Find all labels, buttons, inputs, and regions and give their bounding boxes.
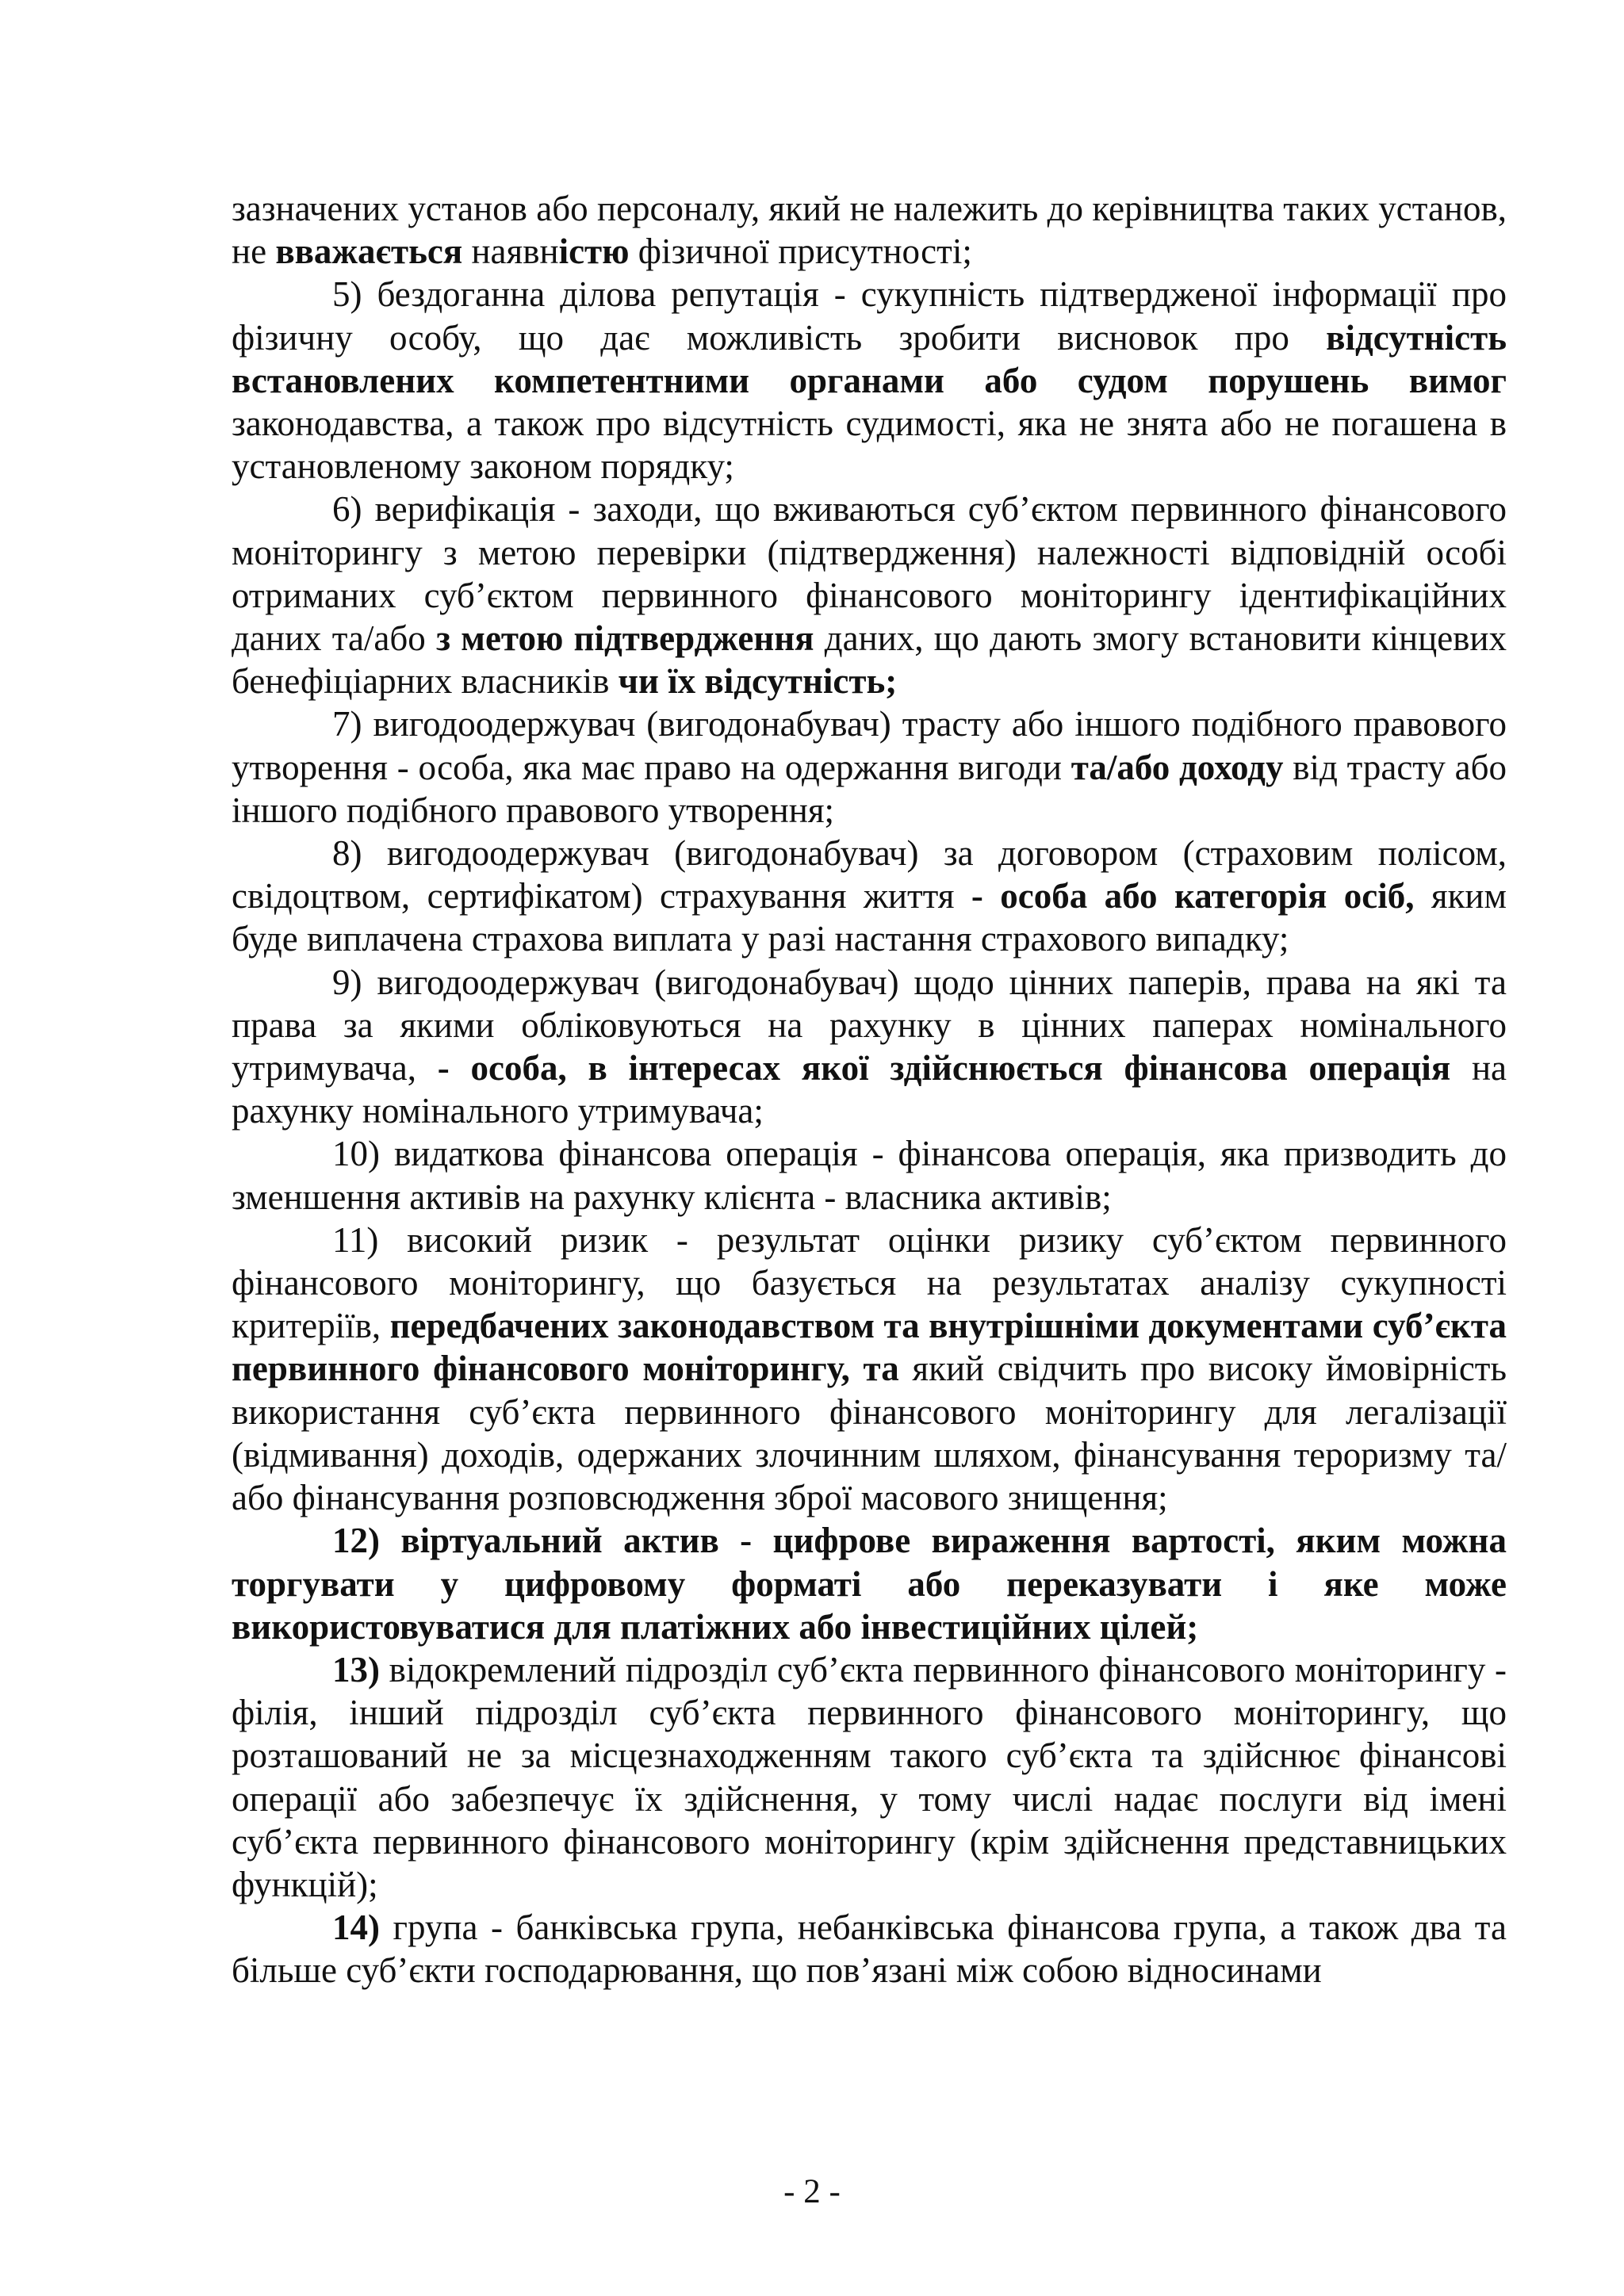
text-run: 6) верифікація - заходи, що вживаються суб’єктом первинного фінансового моніторингу з метою перевірки (підтвердження) належності відповідній особі отриманих суб’єктом первинного фінансового моніторингу ідентифікаційних даних та/або — [232, 489, 1507, 659]
text-run: відокремлений підрозділ суб’єкта первинного фінансового моніторингу - філія, інший підрозділ суб’єкта первинного фінансового моніторингу, що розташований не за місцезнаходженням такого суб’єкта та здійснює фінансові операції або забезпечує їх здійснення, у тому числі надає послуги від імені суб’єкта первинного фінансового моніторингу (крім здійснення представницьких функцій); — [232, 1649, 1507, 1904]
text-run: група - банківська група, небанківська фінансова група, а також два та більше суб’єкти господарювання, що пов’язані між собою відносинами — [232, 1908, 1507, 1991]
paragraph — [232, 702, 1507, 832]
bold-text-run: 14) — [332, 1908, 380, 1948]
text-run: даних, що дають змогу встановити кінцевих бенефіціарних власників — [232, 618, 1507, 702]
paragraph — [232, 273, 1507, 488]
bold-text-run: 12) віртуальний актив - цифрове вираження вартості, яким можна торгувати у цифровому форматі або переказувати і яке може використовуватися для платіжних або інвестиційних цілей; — [232, 1521, 1507, 1647]
text-run: 8) вигодоодержувач (вигодонабувач) за договором (страховим полісом, свідоцтвом, сертифікатом) страхування життя — [232, 833, 1507, 916]
paragraph — [232, 832, 1507, 961]
bold-text-run: істю — [558, 232, 630, 272]
paragraph — [232, 488, 1507, 702]
paragraph — [232, 1519, 1507, 1648]
text-run: який свідчить про високу ймовірність використання суб’єкта первинного фінансового моніторингу для легалізації (відмивання) доходів, одержаних злочинним шляхом, фінансування тероризму та/або фінансування розповсюдження зброї масового знищення; — [232, 1349, 1507, 1518]
paragraph — [232, 187, 1507, 273]
text-run: 7) вигодоодержувач (вигодонабувач) трасту або іншого подібного правового утворення - особа, яка має право на одержання вигоди — [232, 704, 1507, 787]
text-run: фізичної присутності; — [629, 232, 972, 272]
text-run: 11) високий ризик - результат оцінки ризику суб’єктом первинного фінансового моніторингу, що базується на результатах аналізу сукупності критеріїв, — [232, 1219, 1507, 1346]
bold-text-run: - особа або категорія осіб, — [971, 876, 1415, 916]
bold-text-run: передбачених законодавством та внутрішніми документами суб’єкта первинного фінансового моніторингу, та — [232, 1306, 1507, 1389]
text-run: 5) бездоганна ділова репутація - сукупність підтвердженої інформації про фізичну особу, що дає можливість зробити висновок про — [232, 274, 1507, 358]
bold-text-run: з метою підтвердження — [436, 618, 814, 659]
paragraph — [232, 1906, 1507, 1992]
paragraph — [232, 961, 1507, 1133]
bold-text-run: відсутність встановлених компетентними органами або судом порушень вимог — [232, 317, 1507, 400]
page-number: - 2 - — [783, 2173, 841, 2210]
bold-text-run: вважається — [275, 232, 463, 272]
text-run: яким буде виплачена страхова виплата у разі настання страхового випадку; — [232, 876, 1507, 959]
text-run: на рахунку номінального утримувача; — [232, 1048, 1507, 1131]
bold-text-run: 13) — [332, 1649, 380, 1689]
bold-text-run: - особа, в інтересах якої здійснюється фінансова операція — [437, 1048, 1451, 1089]
bold-text-run: чи їх відсутність; — [618, 661, 898, 702]
document-body — [232, 187, 1507, 1992]
text-run: 10) видаткова фінансова операція - фінансова операція, яка призводить до зменшення активів на рахунку клієнта - власника активів; — [232, 1134, 1507, 1217]
bold-text-run: та/або доходу — [1071, 747, 1284, 787]
text-run: 9) вигодоодержувач (вигодонабувач) щодо цінних паперів, права на які та права за якими обліковуються на рахунку в цінних паперах номінального утримувача, — [232, 962, 1507, 1089]
paragraph — [232, 1648, 1507, 1906]
text-run: законодавства, а також про відсутність судимості, яка не знята або не погашена в установленому законом порядку; — [232, 404, 1507, 487]
paragraph — [232, 1132, 1507, 1218]
text-run: наявн — [462, 232, 559, 272]
text-run: від трасту або іншого подібного правового утворення; — [232, 747, 1507, 830]
paragraph — [232, 1219, 1507, 1519]
text-run: зазначених установ або персоналу, який не належить до керівництва таких установ, не — [232, 189, 1507, 272]
